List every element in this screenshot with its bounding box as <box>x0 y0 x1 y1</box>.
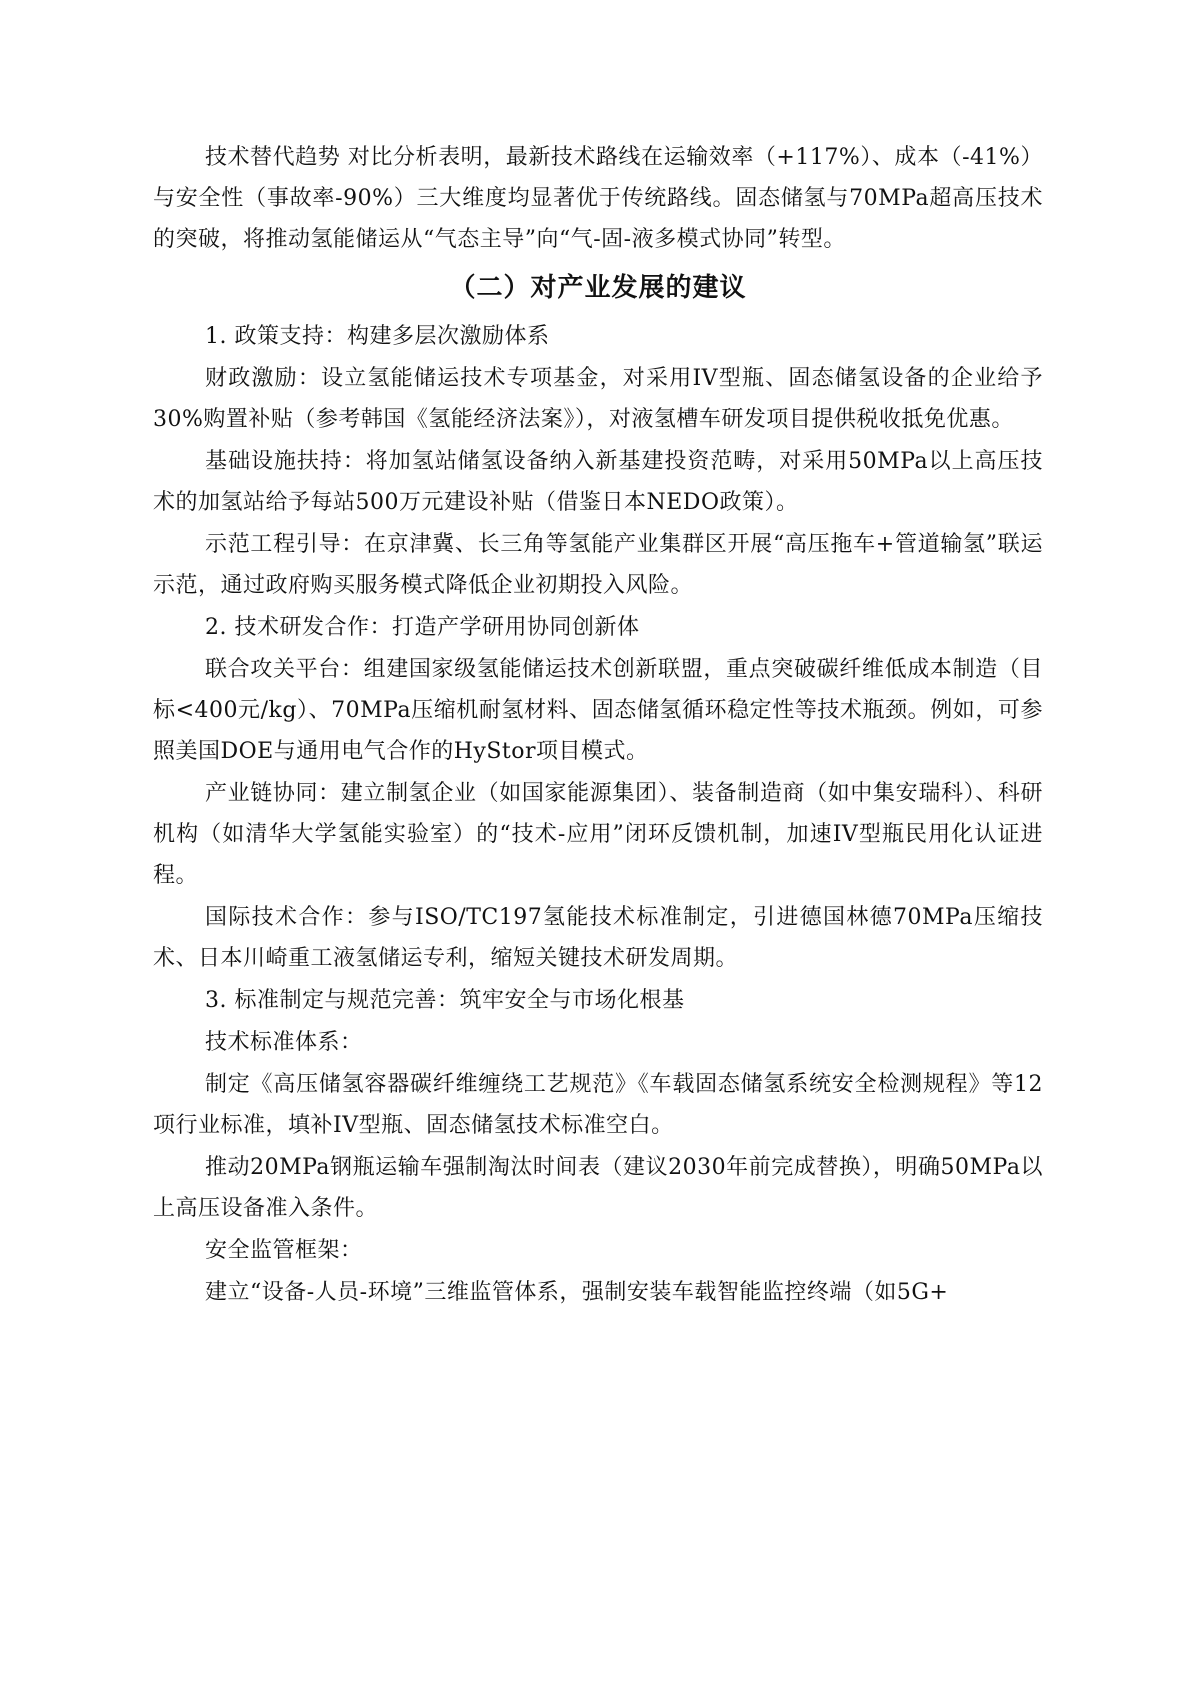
demonstration-project-paragraph: 示范工程引导：在京津冀、长三角等氢能产业集群区开展“高压拖车+管道输氢”联运示范，通过政府购买服务模式降低企业初期投入风险。 <box>153 532 1043 598</box>
intro-paragraph: 技术替代趋势 对比分析表明，最新技术路线在运输效率（+117%）、成本（-41%）与安全性（事故率-90%）三大维度均显著优于传统路线。固态储氢与70MPa超高压技术的突破，将推动氢能储运从“气态主导”向“气-固-液多模式协同”转型。 <box>153 145 1043 252</box>
infrastructure-support-paragraph: 基础设施扶持：将加氢站储氢设备纳入新基建投资范畴，对采用50MPa以上高压技术的加氢站给予每站500万元建设补贴（借鉴日本NEDO政策）。 <box>153 449 1043 515</box>
policy-support-heading: 1. 政策支持：构建多层次激励体系 <box>205 324 550 349</box>
standards-formulation-paragraph: 制定《高压储氢容器碳纤维缠绕工艺规范》《车载固态储氢系统安全检测规程》等12项行业标准，填补IV型瓶、固态储氢技术标准空白。 <box>153 1072 1043 1138</box>
fiscal-incentive-paragraph: 财政激励：设立氢能储运技术专项基金，对采用IV型瓶、固态储氢设备的企业给予30%购置补贴（参考韩国《氢能经济法案》），对液氢槽车研发项目提供税收抵免优惠。 <box>153 366 1043 432</box>
supervision-system-paragraph: 建立“设备-人员-环境”三维监管体系，强制安装车载智能监控终端（如5G+ <box>205 1280 949 1305</box>
safety-framework-label: 安全监管框架： <box>205 1238 363 1263</box>
industry-chain-paragraph: 产业链协同：建立制氢企业（如国家能源集团）、装备制造商（如中集安瑞科）、科研机构（如清华大学氢能实验室）的“技术-应用”闭环反馈机制，加速IV型瓶民用化认证进程。 <box>153 781 1043 888</box>
section-heading: （二）对产业发展的建议 <box>449 273 747 303</box>
joint-research-paragraph: 联合攻关平台：组建国家级氢能储运技术创新联盟，重点突破碳纤维低成本制造（目标<400元/kg）、70MPa压缩机耐氢材料、固态储氢循环稳定性等技术瓶颈。例如，可参照美国DOE与通用电气合作的HyStor项目模式。 <box>153 657 1043 764</box>
technical-standards-label: 技术标准体系： <box>205 1030 363 1055</box>
phase-out-paragraph: 推动20MPa钢瓶运输车强制淘汰时间表（建议2030年前完成替换），明确50MPa以上高压设备准入条件。 <box>153 1155 1043 1221</box>
rd-cooperation-heading: 2. 技术研发合作：打造产学研用协同创新体 <box>205 615 640 640</box>
document-body <box>153 137 1043 1314</box>
international-cooperation-paragraph: 国际技术合作：参与ISO/TC197氢能技术标准制定，引进德国林德70MPa压缩技术、日本川崎重工液氢储运专利，缩短关键技术研发周期。 <box>153 905 1043 971</box>
standards-heading: 3. 标准制定与规范完善：筑牢安全与市场化根基 <box>205 988 685 1013</box>
